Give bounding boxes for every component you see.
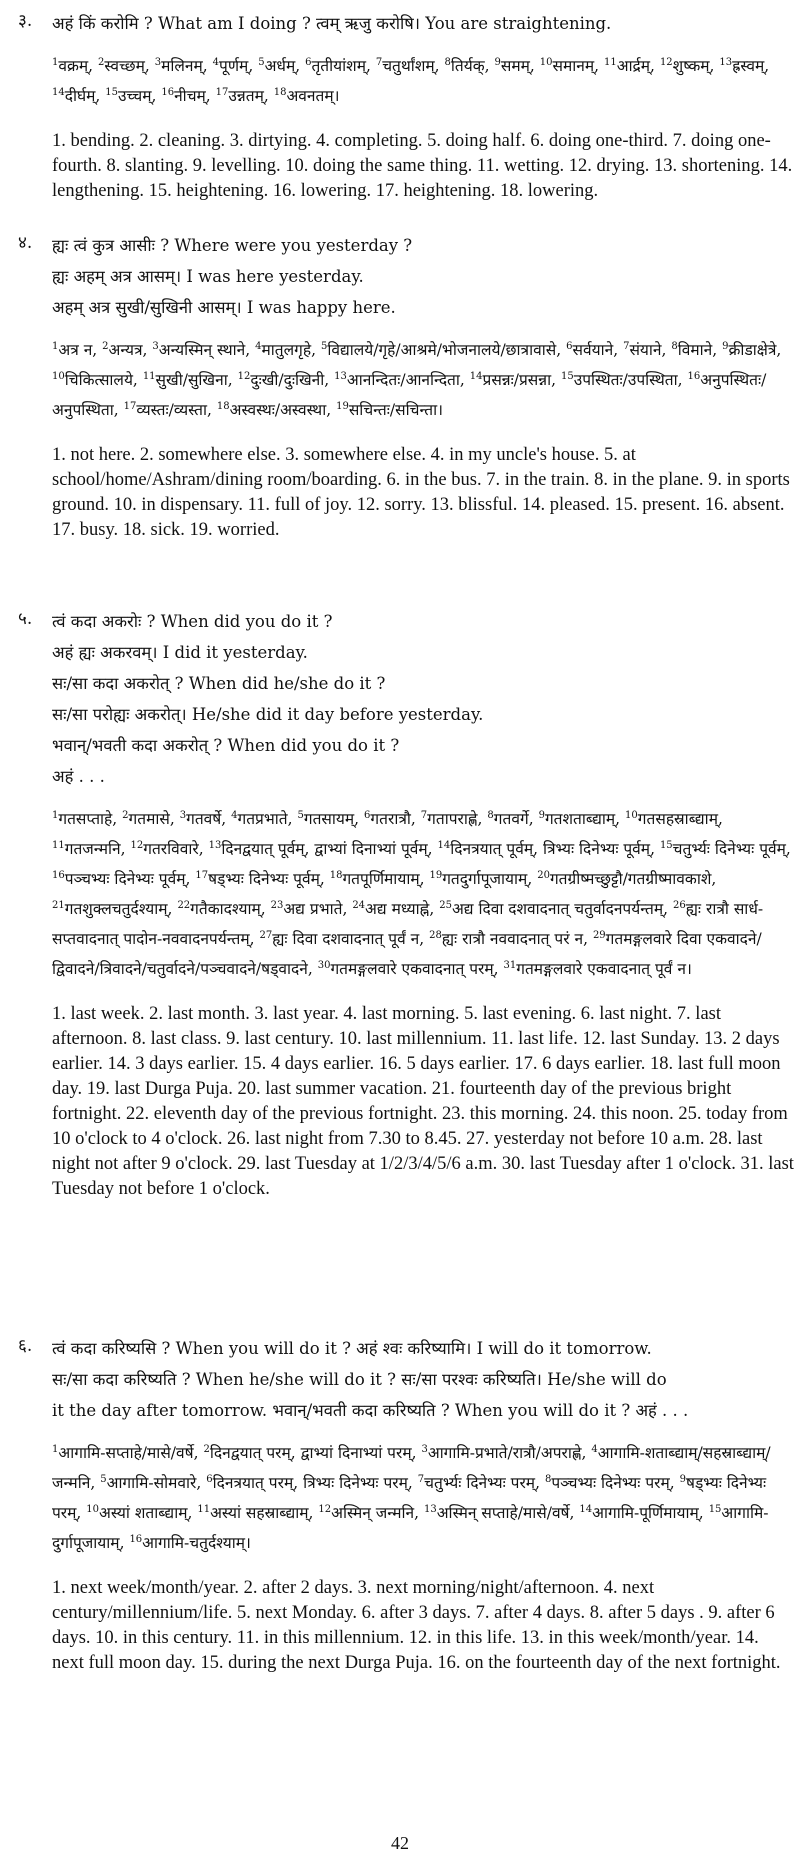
vocab-item [623, 341, 666, 359]
vocab-item-text: आर्द्रम्, [616, 57, 655, 75]
vocab-item-number: 15 [561, 371, 574, 382]
vocab-item-number: 1 [52, 1444, 59, 1455]
vocab-item-number: 12 [318, 1504, 332, 1515]
vocab-item-text: अत्र न, [58, 341, 98, 359]
vocab-item [52, 1444, 199, 1462]
vocab-item-text: विद्यालये/गृहे/आश्रमे/भोजनालये/छात्रावासे, [327, 341, 562, 359]
vocab-item [421, 810, 483, 828]
vocab-item-number: 3 [152, 341, 159, 352]
vocab-item [330, 870, 425, 888]
vocab-item [217, 401, 331, 419]
dialogue-line: भवान्/भवती कदा अकरोत् ? When did you do it ? [52, 736, 400, 755]
vocab-item-text: समानम्, [552, 57, 600, 75]
vocab-item-text: उन्नतम्, [228, 87, 269, 105]
vocab-item-number: 30 [317, 960, 331, 971]
sanskrit-vocabulary [52, 51, 794, 111]
vocab-item-number: 1 [52, 341, 59, 352]
vocab-item-text: गतवर्षे, [186, 810, 227, 828]
vocab-item-text: अद्य प्रभाते, [283, 900, 348, 918]
vocab-item [206, 1474, 413, 1492]
vocab-item-number: 6 [305, 57, 312, 68]
dialogue-line: अहं किं करोमि ? What am I doing ? त्वम् ऋजु करोषि। You are straightening. [52, 14, 612, 33]
dialogue-line: ह्यः त्वं कुत्र आसीः ? Where were you yesterday ? [52, 236, 413, 255]
vocab-item-text: वक्रम्, [58, 57, 94, 75]
vocab-item [671, 341, 717, 359]
vocab-item [129, 1534, 250, 1552]
vocab-item-text: आगामि-शताब्द्याम्/सहस्राब्द्याम्/जन्मनि, [52, 1444, 771, 1492]
vocab-item-number: 7 [623, 341, 630, 352]
vocab-item-number: 18 [273, 87, 287, 98]
vocab-item-text: नीचम्, [174, 87, 211, 105]
vocab-item-number: 1 [52, 810, 59, 821]
vocab-item [98, 57, 150, 75]
vocab-item [625, 810, 723, 828]
vocab-item-text: गतरात्रौ, [370, 810, 416, 828]
vocab-item [258, 57, 300, 75]
vocab-item-number: 14 [437, 840, 451, 851]
section-number: ३. [18, 11, 33, 31]
vocab-item-text: गतसप्ताहे, [58, 810, 118, 828]
vocab-item [209, 840, 433, 858]
vocab-item-text: दीर्घम्, [64, 87, 101, 105]
vocab-item [438, 840, 655, 858]
vocab-item-text: पञ्चभ्यः दिनेभ्यः पूर्वम्, [64, 870, 191, 888]
english-translation: 1. next week/month/year. 2. after 2 days. 3. next morning/night/afternoon. 4. next century/millennium/life. 5. next Monday. 6. after 3 days. 7. after 4 days. 8. after 5 days . 9. after 6 days. 10. in this century. 11. in this millennium. 12. in this life. 13. in this week/month/year. 14. next full moon day. 15. during the next Durga Puja. 16. on the fourteenth day of the next fortnight. [52, 1578, 781, 1673]
vocab-item-text: आगामि-प्रभाते/रात्रौ/अपराह्णे, [427, 1444, 587, 1462]
vocab-item-text: सर्वयाने, [572, 341, 619, 359]
vocab-item-text: अस्यां सहस्राब्द्याम्, [210, 1504, 314, 1522]
vocab-item [722, 341, 781, 359]
vocab-item-number: 17 [215, 87, 229, 98]
vocab-item [566, 341, 618, 359]
vocab-item [297, 810, 359, 828]
vocab-item [274, 87, 340, 105]
vocab-item-number: 1 [52, 57, 59, 68]
vocab-item [487, 810, 533, 828]
vocab-item [439, 900, 668, 918]
vocab-item [152, 341, 250, 359]
vocab-item-text: गतप्रभाते, [237, 810, 293, 828]
vocab-item-text: गतमङ्गलवारे एकवादनात् परम्, [330, 960, 499, 978]
vocab-item [660, 57, 715, 75]
vocab-item-number: 9 [494, 57, 501, 68]
vocab-item [231, 810, 292, 828]
vocab-item-number: 7 [420, 810, 428, 821]
vocab-item [52, 87, 100, 105]
vocab-item-text: अस्मिन् जन्मनि, [331, 1504, 420, 1522]
vocab-item-text: आगामि-सोमवारे, [106, 1474, 202, 1492]
vocab-item-number: 23 [270, 900, 284, 911]
vocab-item [318, 960, 499, 978]
vocab-item-text: ह्यः रात्रौ सार्ध-सप्तवादनात् पादोन-नववादनपर्यन्तम्, [52, 900, 764, 948]
vocab-item-text: पञ्चभ्यः दिनेभ्यः परम्, [551, 1474, 675, 1492]
vocab-item [180, 810, 226, 828]
vocab-item-number: 26 [672, 900, 686, 911]
vocab-item-number: 9 [538, 810, 545, 821]
vocab-item-text: गतसायम्, [303, 810, 360, 828]
vocab-item-number: 4 [591, 1444, 598, 1455]
vocab-item [376, 57, 440, 75]
vocab-item-text: उपस्थितः/उपस्थिता, [573, 371, 683, 389]
vocab-item-number: 31 [503, 960, 517, 971]
dialogue-line: अहं . . . [52, 767, 105, 786]
vocab-item-number: 11 [142, 371, 156, 382]
vocab-item-text: गतसहस्राब्द्याम्, [637, 810, 723, 828]
vocab-item [52, 870, 190, 888]
vocab-item-number: 12 [130, 840, 144, 851]
vocab-item-text: तृतीयांशम्, [311, 57, 371, 75]
vocab-item-number: 8 [544, 1474, 552, 1485]
vocab-item-number: 3 [421, 1444, 428, 1455]
vocab-item-number: 4 [255, 341, 262, 352]
vocab-item-text: चतुर्भ्यः दिनेभ्यः परम्, [424, 1474, 540, 1492]
vocab-item-number: 11 [603, 57, 617, 68]
vocab-item-number: 10 [86, 1504, 100, 1515]
vocab-item-text: आगामि-सप्ताहे/मासे/वर्षे, [58, 1444, 199, 1462]
vocab-item-number: 12 [237, 371, 251, 382]
vocab-item [213, 57, 254, 75]
vocab-item-text: संयाने, [629, 341, 667, 359]
vocab-item [130, 840, 203, 858]
dialogue-line: सः/सा कदा अकरोत् ? When did he/she do it ? [52, 674, 386, 693]
vocab-item [540, 57, 599, 75]
vocab-item-number: 9 [679, 1474, 686, 1485]
vocab-item-text: चिकित्सालये, [64, 371, 138, 389]
vocab-item-text: ह्रस्वम्, [732, 57, 770, 75]
vocab-item [52, 900, 173, 918]
vocab-item-text: गतवर्गे, [493, 810, 534, 828]
dialogue-line: it the day after tomorrow. भवान्/भवती कदा करिष्यति ? When you will do it ? अहं . . . [52, 1401, 689, 1420]
vocab-item [660, 840, 791, 858]
vocab-item-text: गतापराह्णे, [427, 810, 483, 828]
vocab-item-number: 18 [329, 870, 343, 881]
vocab-item-text: उच्चम्, [118, 87, 157, 105]
vocab-item-number: 8 [671, 341, 678, 352]
vocab-item-number: 7 [417, 1474, 425, 1485]
vocab-item-text: सुखी/सुखिना, [155, 371, 233, 389]
vocab-item-number: 5 [258, 57, 265, 68]
vocab-item-number: 12 [659, 57, 673, 68]
vocab-item [197, 1504, 313, 1522]
vocab-item-text: गतपूर्णिमायाम्, [342, 870, 425, 888]
vocab-item-number: 7 [375, 57, 383, 68]
vocab-item-text: स्वच्छम्, [104, 57, 150, 75]
vocab-item-number: 22 [177, 900, 191, 911]
dialogue-line: ह्यः अहम् अत्र आसम्। I was here yesterday. [52, 267, 364, 286]
vocab-item [352, 900, 434, 918]
vocab-item-number: 10 [539, 57, 553, 68]
vocab-item [494, 57, 534, 75]
vocab-item [561, 371, 683, 389]
sanskrit-vocabulary [52, 804, 794, 984]
vocab-item [445, 57, 490, 75]
vocab-item-text: शुष्कम्, [672, 57, 715, 75]
vocab-item-number: 10 [52, 371, 65, 382]
vocab-item-number: 5 [320, 341, 328, 352]
vocab-item [86, 1504, 192, 1522]
vocab-item [318, 1504, 419, 1522]
vocab-item [429, 930, 588, 948]
english-translation: 1. last week. 2. last month. 3. last year. 4. last morning. 5. last evening. 6. last night. 7. last afternoon. 8. last class. 9. last century. 10. last millennium. 11. last life. 12. last Sunday. 13. 2 days earlier. 14. 3 days earlier. 15. 4 days earlier. 16. 5 days earlier. 17. 6 days earlier. 18. last full moon day. 19. last Durga Puja. 20. last summer vacation. 21. fourteenth day of the previous bright fortnight. 22. eleventh day of the previous fortnight. 23. this morning. 24. this noon. 25. today from 10 o'clock to 4 o'clock. 26. last night from 7.30 to 8.45. 27. yesterday not before 10 a.m. 28. last night not after 9 o'clock. 29. last Tuesday at 1/2/3/4/5/6 a.m. 30. last Tuesday after 1 o'clock. 31. last Tuesday not before 1 o'clock. [52, 1004, 794, 1199]
vocab-item-number: 24 [352, 900, 366, 911]
vocab-item-text: गतशुक्लचतुर्दश्याम्, [64, 900, 173, 918]
vocab-item-number: 11 [197, 1504, 211, 1515]
vocab-item [259, 930, 424, 948]
vocab-item-text: आगामि-दुर्गापूजायाम्, [52, 1504, 769, 1552]
vocab-item-text: ह्यः दिवा दशवादनात् पूर्वं न, [272, 930, 425, 948]
vocab-item-number: 19 [429, 870, 443, 881]
vocab-item-text: दिनद्वयात् परम्, द्वाभ्यां दिनाभ्यां परम्, [209, 1444, 417, 1462]
vocab-item [52, 371, 138, 389]
vocab-item-number: 27 [259, 930, 273, 941]
vocab-item-text: दिनद्वयात् पूर्वम्, द्वाभ्यां दिनाभ्यां पूर्वम्, [221, 840, 433, 858]
vocab-item [321, 341, 561, 359]
vocab-item [122, 810, 175, 828]
vocab-item-text: अस्वस्थः/अस्वस्था, [229, 401, 332, 419]
dialogue-line: त्वं कदा अकरोः ? When did you do it ? [52, 612, 333, 631]
vocab-item [255, 341, 316, 359]
vocab-item-number: 20 [537, 870, 550, 881]
vocab-item [143, 371, 233, 389]
vocab-item-text: गतरविवारे, [143, 840, 204, 858]
vocab-item-text: अन्यत्र, [108, 341, 148, 359]
vocab-item-text: अनुपस्थितः/अनुपस्थिता, [52, 371, 767, 419]
vocab-item-number: 2 [102, 341, 109, 352]
english-translation: 1. not here. 2. somewhere else. 3. somewhere else. 4. in my uncle's house. 5. at school/home/Ashram/dining room/boarding. 6. in the bus. 7. in the train. 8. in the plane. 9. in sports ground. 10. in dispensary. 11. full of joy. 12. sorry. 13. blissful. 14. pleased. 15. present. 16. absent. 17. busy. 18. sick. 19. worried. [52, 445, 790, 540]
vocab-item [195, 870, 324, 888]
vocab-item-text: सचिन्तः/सचिन्ता। [348, 401, 443, 419]
vocab-item-text: गतैकादश्याम्, [190, 900, 266, 918]
vocab-item-number: 16 [161, 87, 175, 98]
page-number: 42 [391, 1833, 409, 1853]
vocab-item-text: अस्यां शताब्द्याम्, [99, 1504, 193, 1522]
vocab-item [418, 1474, 540, 1492]
vocab-item-text: क्रीडाक्षेत्रे, [728, 341, 782, 359]
vocab-item [421, 1444, 586, 1462]
vocab-item-text: पूर्णम्, [219, 57, 254, 75]
vocab-item-number: 17 [195, 870, 209, 881]
vocab-item-number: 11 [52, 840, 65, 851]
vocab-item-text: षड्भ्यः दिनेभ्यः परम्, [52, 1474, 767, 1522]
vocab-item [161, 87, 210, 105]
vocab-item-number: 2 [122, 810, 129, 821]
vocab-item [364, 810, 416, 828]
vocab-item-text: गतमङ्गलवारे दिवा एकवादने/द्विवादने/त्रिवादने/चतुर्वादने/पञ्चवादने/षड्वादने, [52, 930, 762, 978]
vocab-item [177, 900, 265, 918]
vocab-item [52, 840, 126, 858]
vocab-item-number: 13 [423, 1504, 437, 1515]
vocab-item-text: तिर्यक्, [450, 57, 490, 75]
vocab-item [155, 57, 208, 75]
vocab-item-text: दुःखी/दुःखिनी, [250, 371, 330, 389]
vocab-item-text: दिनत्रयात् पूर्वम्, त्रिभ्यः दिनेभ्यः पूर्वम्, [450, 840, 655, 858]
vocab-item-number: 14 [52, 87, 65, 98]
vocab-item-text: चतुर्थांशम्, [382, 57, 440, 75]
vocab-item-text: अद्य दिवा दशवादनात् चतुर्वादनपर्यन्तम्, [451, 900, 669, 918]
vocab-item-text: गतग्रीष्मच्छुट्टौ/गतग्रीष्मावकाशे, [549, 870, 717, 888]
vocab-item-text: समम्, [500, 57, 535, 75]
vocab-item-text: दिनत्रयात् परम्, त्रिभ्यः दिनेभ्यः परम्, [212, 1474, 413, 1492]
vocab-item [203, 1444, 416, 1462]
vocab-item-number: 13 [334, 371, 347, 382]
vocab-item-text: आगामि-चतुर्दश्याम्। [142, 1534, 251, 1552]
vocab-item [470, 371, 556, 389]
vocab-item [504, 960, 692, 978]
vocab-item-text: मलिनम्, [161, 57, 208, 75]
vocab-item [334, 371, 465, 389]
vocab-item-number: 14 [579, 1504, 593, 1515]
vocab-item-text: आगामि-पूर्णिमायाम्, [592, 1504, 704, 1522]
vocab-item-number: 13 [719, 57, 733, 68]
vocab-item-text: अद्य मध्याह्ने, [365, 900, 435, 918]
section-number: ६. [18, 1336, 33, 1356]
vocab-item [719, 57, 769, 75]
vocab-item [105, 87, 156, 105]
vocab-item [336, 401, 443, 419]
vocab-item-number: 8 [487, 810, 494, 821]
vocab-item [100, 1474, 201, 1492]
vocab-item-text: ह्यः रात्रौ नववादनात् परं न, [441, 930, 588, 948]
vocab-item [604, 57, 655, 75]
vocab-item [52, 341, 97, 359]
vocab-item [52, 810, 117, 828]
vocab-item-number: 8 [444, 57, 451, 68]
dialogue-line: सः/सा परोह्यः अकरोत्। He/she did it day before yesterday. [52, 705, 484, 724]
vocab-item-text: षड्भ्यः दिनेभ्यः पूर्वम्, [208, 870, 325, 888]
vocab-item-number: 16 [129, 1534, 143, 1545]
vocab-item [545, 1474, 675, 1492]
vocab-item-number: 29 [592, 930, 606, 941]
vocab-item-number: 3 [179, 810, 187, 821]
vocab-item-number: 5 [297, 810, 304, 821]
vocab-item-text: चतुर्भ्यः दिनेभ्यः पूर्वम्, [672, 840, 791, 858]
vocab-item [539, 810, 621, 828]
vocab-item-text: अवनतम्। [286, 87, 340, 105]
vocab-item-text: मातुलगृहे, [261, 341, 316, 359]
vocab-item-number: 10 [625, 810, 638, 821]
vocab-item-text: विमाने, [677, 341, 718, 359]
vocab-item-number: 18 [216, 401, 230, 412]
english-translation: 1. bending. 2. cleaning. 3. dirtying. 4. completing. 5. doing half. 6. doing one-third. 7. doing one-fourth. 8. slanting. 9. levelling. 10. doing the same thing. 11. wetting. 12. drying. 13. shortening. 14. lengthening. 15. heightening. 16. lowering. 17. heightening. 18. lowering. [52, 131, 793, 201]
vocab-item-number: 6 [364, 810, 371, 821]
dialogue-line: अहम् अत्र सुखी/सुखिनी आसम्। I was happy here. [52, 298, 396, 317]
vocab-item-number: 28 [429, 930, 442, 941]
vocab-item-number: 15 [105, 87, 119, 98]
vocab-item-number: 2 [98, 57, 105, 68]
vocab-item-number: 4 [231, 810, 238, 821]
vocab-item-text: प्रसन्नः/प्रसन्ना, [482, 371, 557, 389]
vocab-item-text: व्यस्तः/व्यस्ता, [136, 401, 212, 419]
vocab-item-text: गतदुर्गापूजायाम्, [442, 870, 533, 888]
vocab-item [271, 900, 348, 918]
vocab-item [537, 870, 716, 888]
vocab-item-number: 16 [52, 870, 65, 881]
section-number: ४. [18, 233, 33, 253]
vocab-item-number: 14 [469, 371, 483, 382]
dialogue-line: त्वं कदा करिष्यसि ? When you will do it ? अहं श्वः करिष्यामि। I will do it tomorrow. [52, 1339, 652, 1358]
vocab-item-number: 21 [52, 900, 65, 911]
sanskrit-vocabulary [52, 1438, 794, 1558]
vocab-item-number: 16 [687, 371, 701, 382]
vocab-item [429, 870, 532, 888]
dialogue-line: अहं ह्यः अकरवम्। I did it yesterday. [52, 643, 308, 662]
vocab-item-text: गतशताब्द्याम्, [544, 810, 621, 828]
vocab-item-text: आनन्दितः/आनन्दिता, [346, 371, 465, 389]
vocab-item-number: 4 [212, 57, 220, 68]
vocab-item [305, 57, 371, 75]
vocab-item-number: 13 [208, 840, 222, 851]
vocab-item-number: 9 [722, 341, 729, 352]
section-number: ५. [18, 609, 33, 629]
vocab-item [424, 1504, 574, 1522]
vocab-item-number: 6 [206, 1474, 213, 1485]
vocab-item-number: 3 [154, 57, 162, 68]
vocab-item-text: गतमासे, [128, 810, 175, 828]
vocab-item-text: अन्यस्मिन् स्थाने, [158, 341, 251, 359]
vocab-item-text: गतजन्मनि, [64, 840, 126, 858]
vocab-item-text: अर्धम्, [264, 57, 301, 75]
dialogue-line: सः/सा कदा करिष्यति ? When he/she will do it ? सः/सा परश्वः करिष्यति। He/she will do [52, 1370, 667, 1389]
vocab-item-number: 17 [123, 401, 137, 412]
vocab-item-number: 19 [336, 401, 349, 412]
vocab-item [124, 401, 212, 419]
vocab-item-number: 2 [203, 1444, 210, 1455]
vocab-item-text: गतमङ्गलवारे एकवादनात् पूर्वं न। [516, 960, 692, 978]
vocab-item-number: 15 [659, 840, 673, 851]
vocab-item [52, 57, 93, 75]
vocab-item [216, 87, 269, 105]
vocab-item [102, 341, 147, 359]
sanskrit-vocabulary [52, 335, 794, 425]
vocab-item [238, 371, 330, 389]
vocab-item-number: 6 [566, 341, 573, 352]
vocab-item-number: 5 [100, 1474, 107, 1485]
vocab-item-text: अस्मिन् सप्ताहे/मासे/वर्षे, [436, 1504, 575, 1522]
vocab-item [579, 1504, 703, 1522]
vocab-item-number: 25 [439, 900, 452, 911]
vocab-item-number: 15 [708, 1504, 722, 1515]
